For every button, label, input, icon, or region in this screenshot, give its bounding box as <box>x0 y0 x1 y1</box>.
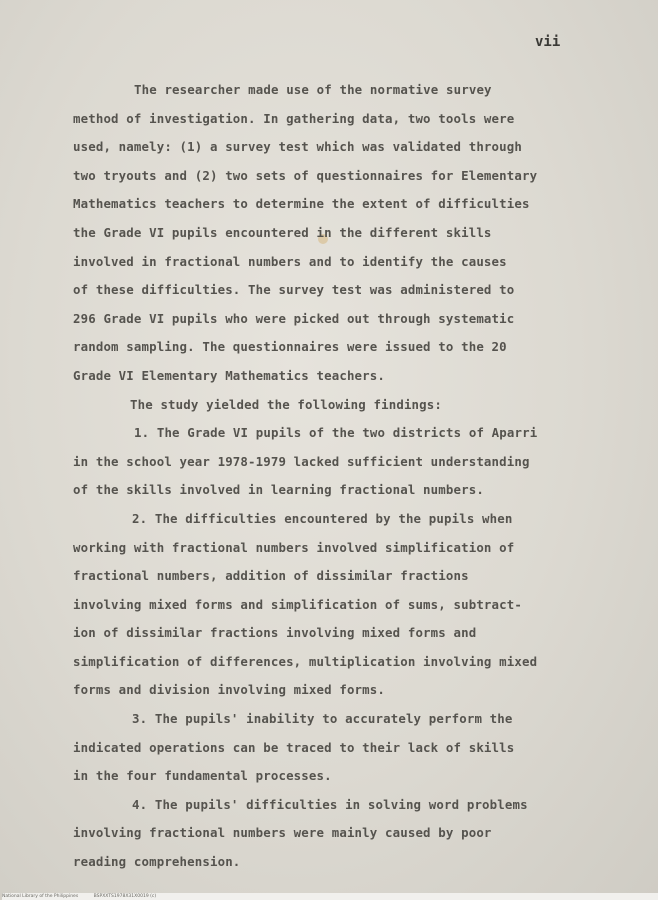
footer-library-name: National Library of the Philippines <box>2 894 79 899</box>
footer-document-id: BSPXXTS1978X31X0019 (c) <box>93 894 157 899</box>
page-number: vii <box>535 34 561 50</box>
text-line: random sampling. The questionnaires were issued to the 20 <box>73 339 507 355</box>
paragraph-findings-intro <box>73 391 613 420</box>
text-line: simplification of differences, multiplication involving mixed <box>73 653 538 669</box>
text-line: 296 Grade VI pupils who were picked out through systematic <box>73 310 515 326</box>
text-line: involved in fractional numbers and to identify the causes <box>73 253 507 269</box>
text-line: The researcher made use of the normative survey <box>134 82 492 97</box>
text-line: 1. The Grade VI pupils of the two districts of Aparri <box>134 425 538 441</box>
text-line: working with fractional numbers involved simplification of <box>73 539 515 555</box>
text-line: in the school year 1978-1979 lacked sufficient understanding <box>73 453 530 469</box>
text-line: 2. The difficulties encountered by the pupils when <box>132 510 513 526</box>
paragraph-methodology <box>73 76 613 391</box>
text-line: two tryouts and (2) two sets of questionnaires for Elementary <box>73 167 538 183</box>
finding-1 <box>73 419 613 505</box>
text-line: of the skills involved in learning fractional numbers. <box>73 482 484 498</box>
text-line: the Grade VI pupils encountered in the different skills <box>73 224 492 240</box>
text-line: of these difficulties. The survey test was administered to <box>73 282 515 298</box>
archive-footer <box>2 893 658 900</box>
text-line: The study yielded the following findings: <box>130 396 443 412</box>
text-line: Mathematics teachers to determine the extent of difficulties <box>73 196 530 212</box>
text-line: involving mixed forms and simplification of sums, subtract- <box>73 596 522 612</box>
text-line: fractional numbers, addition of dissimilar fractions <box>73 568 469 584</box>
text-line: forms and division involving mixed forms. <box>73 682 386 698</box>
finding-4 <box>73 791 613 877</box>
body-text <box>73 76 613 877</box>
text-line: reading comprehension. <box>73 854 241 870</box>
text-line: used, namely: (1) a survey test which was validated through <box>73 139 522 155</box>
text-line: method of investigation. In gathering data, two tools were <box>73 110 515 126</box>
finding-2 <box>73 505 613 705</box>
text-line: 3. The pupils' inability to accurately perform the <box>132 711 513 727</box>
finding-3 <box>73 705 613 791</box>
text-line: 4. The pupils' difficulties in solving word problems <box>132 796 528 812</box>
text-line: indicated operations can be traced to their lack of skills <box>73 739 515 755</box>
text-line: involving fractional numbers were mainly caused by poor <box>73 825 492 841</box>
text-line: in the four fundamental processes. <box>73 768 332 784</box>
text-line: ion of dissimilar fractions involving mixed forms and <box>73 625 477 641</box>
text-line: Grade VI Elementary Mathematics teachers. <box>73 367 386 383</box>
